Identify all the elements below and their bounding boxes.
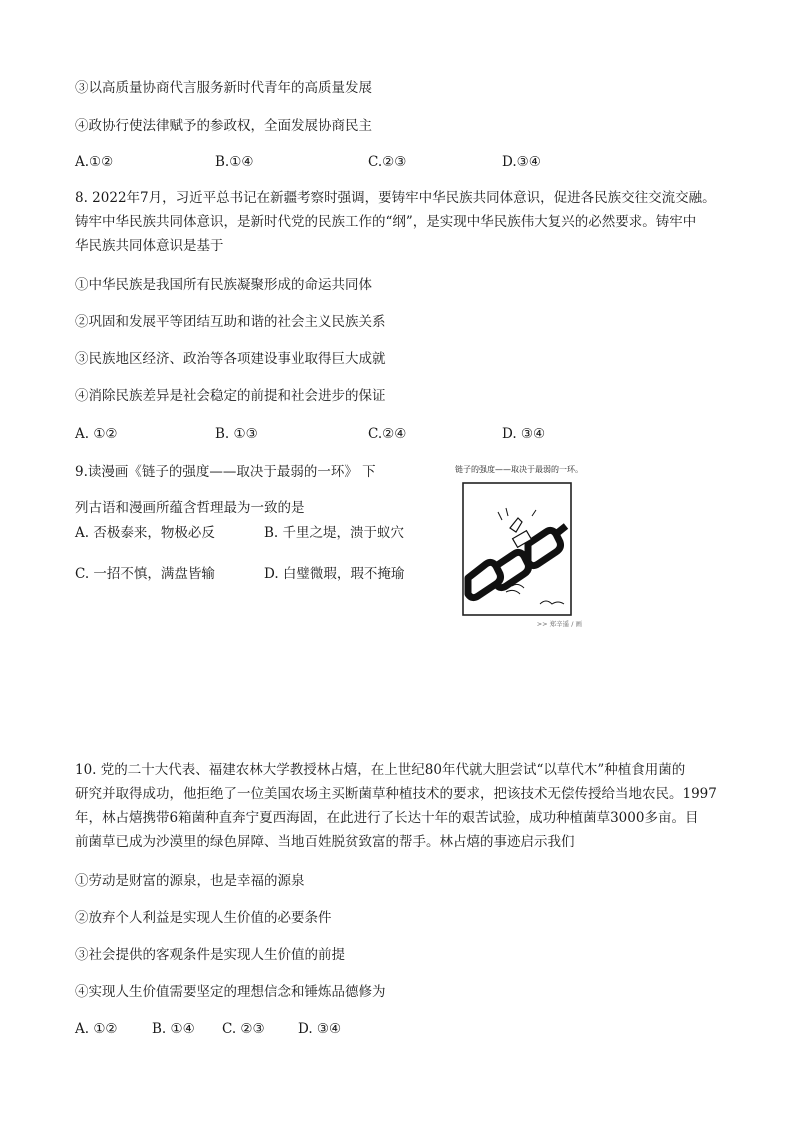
q8-option-b: B. ①③ [215, 426, 258, 442]
q7-statement-3: ③以高质量协商代言服务新时代青年的高质量发展 [75, 80, 372, 96]
q8-statement-2: ②巩固和发展平等团结互助和谐的社会主义民族关系 [75, 314, 386, 330]
q10-option-c: C. ②③ [222, 1021, 265, 1037]
q9-option-d: D. 白璧微瑕，瑕不掩瑜 [264, 566, 405, 582]
q8-option-c: C.②④ [368, 426, 407, 442]
q10-option-a: A. ①② [75, 1021, 118, 1037]
q10-option-b: B. ①④ [152, 1021, 195, 1037]
q10-statement-2: ②放弃个人利益是实现人生价值的必要条件 [75, 910, 332, 926]
q7-option-c: C.②③ [368, 154, 407, 170]
q7-option-a: A.①② [75, 154, 114, 170]
chain-illustration [462, 482, 572, 616]
q10-stem-line-1: 10. 党的二十大代表、福建农林大学教授林占熺，在上世纪80年代就大胆尝试“以草代木”种植食用菌的 [75, 762, 686, 778]
q9-option-c: C. 一招不慎，满盘皆输 [75, 566, 215, 582]
q9-option-a: A. 否极泰来，物极必反 [75, 525, 215, 541]
q8-option-d: D. ③④ [502, 426, 546, 442]
q10-stem-line-2: 研究并取得成功，他拒绝了一位美国农场主买断菌草种植技术的要求，把该技术无偿传授给当地农民。1997 [75, 786, 717, 802]
q7-option-b: B.①④ [215, 154, 254, 170]
q10-stem-line-3: 年，林占熺携带6箱菌种直奔宁夏西海固，在此进行了长达十年的艰苦试验，成功种植菌草3000多亩。目 [75, 810, 699, 826]
q8-statement-1: ①中华民族是我国所有民族凝聚形成的命运共同体 [75, 277, 372, 293]
q8-statement-4: ④消除民族差异是社会稳定的前提和社会进步的保证 [75, 388, 386, 404]
q9-stem-line-1: 9.读漫画《链子的强度——取决于最弱的一环》 下 [75, 464, 376, 480]
chain-cartoon [452, 462, 584, 628]
q8-statement-3: ③民族地区经济、政治等各项建设事业取得巨大成就 [75, 351, 386, 367]
q8-stem-line-2: 铸牢中华民族共同体意识，是新时代党的民族工作的“纲”，是实现中华民族伟大复兴的必然要求。铸牢中 [75, 214, 697, 230]
q7-option-d: D.③④ [502, 154, 541, 170]
q9-stem-line-2: 列古语和漫画所蕴含哲理最为一致的是 [75, 500, 305, 516]
q9-option-b: B. 千里之堤，溃于蚁穴 [264, 525, 405, 541]
q8-option-a: A. ①② [75, 426, 118, 442]
q8-stem-line-3: 华民族共同体意识是基于 [75, 238, 224, 254]
q10-statement-3: ③社会提供的客观条件是实现人生价值的前提 [75, 947, 345, 963]
q10-option-d: D. ③④ [298, 1021, 342, 1037]
q8-stem-line-1: 8. 2022年7月，习近平总书记在新疆考察时强调，要铸牢中华民族共同体意识，促进各民族交往交流交融。 [75, 190, 716, 206]
q7-statement-4: ④政协行使法律赋予的参政权，全面发展协商民主 [75, 118, 372, 134]
q10-statement-1: ①劳动是财富的源泉，也是幸福的源泉 [75, 873, 305, 889]
cartoon-caption: 链子的强度——取决于最弱的一环。 [455, 465, 583, 474]
q10-stem-line-4: 前菌草已成为沙漠里的绿色屏障、当地百姓脱贫致富的帮手。林占熺的事迹启示我们 [75, 834, 575, 850]
q10-statement-4: ④实现人生价值需要坚定的理想信念和锤炼品德修为 [75, 984, 386, 1000]
cartoon-credit: >> 郑辛遥 / 画 [536, 620, 582, 628]
